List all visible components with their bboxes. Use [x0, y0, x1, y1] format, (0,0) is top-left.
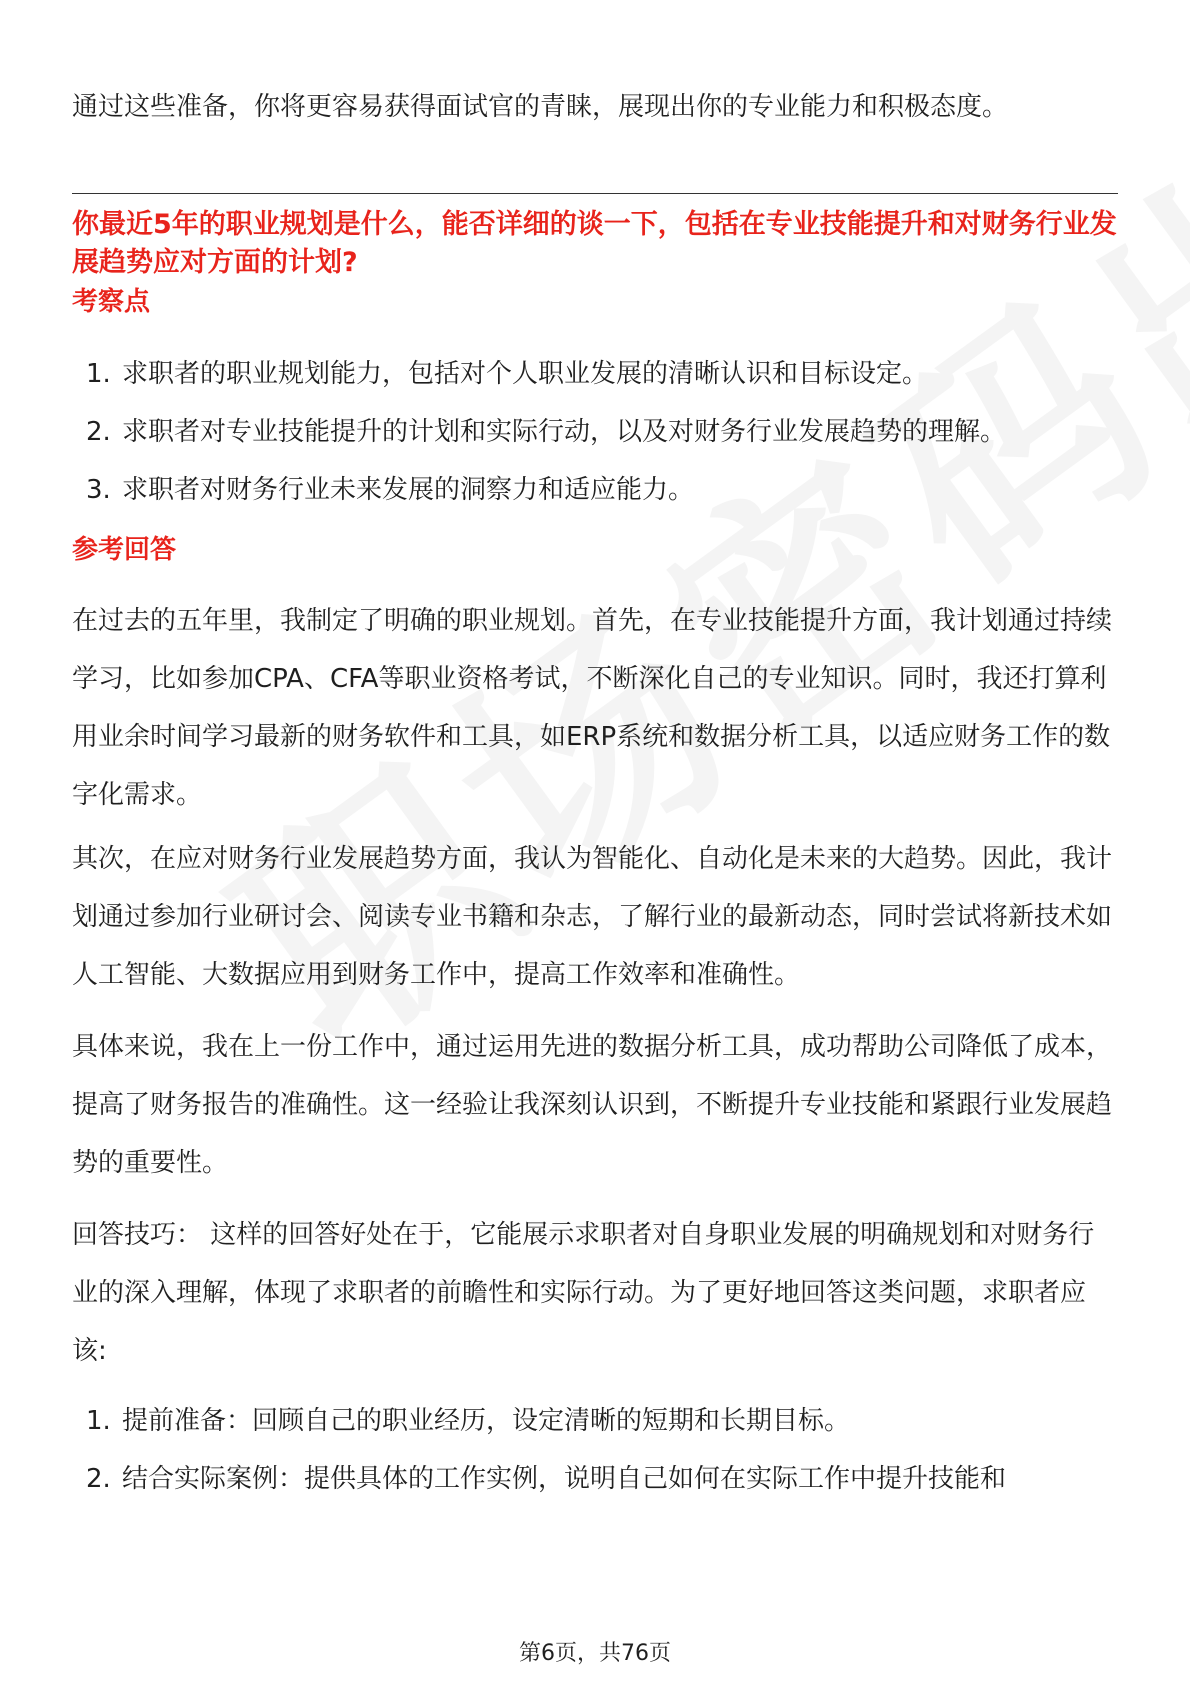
list-number: 1.	[86, 359, 111, 389]
list-number: 2.	[86, 1464, 111, 1494]
answer-paragraph-2: 其次，在应对财务行业发展趋势方面，我认为智能化、自动化是未来的大趋势。因此，我计划通过参加行业研讨会、阅读专业书籍和杂志，了解行业的最新动态，同时尝试将新技术如人工智能、大数据应用到财务工作中，提高工作效率和准确性。	[72, 844, 1113, 990]
answer-heading: 参考回答	[72, 535, 177, 565]
document-page	[72, 0, 1118, 1684]
list-item-text: 求职者对专业技能提升的计划和实际行动，以及对财务行业发展趋势的理解。	[122, 417, 1007, 447]
answer-paragraph-1: 在过去的五年里，我制定了明确的职业规划。首先，在专业技能提升方面，我计划通过持续学习，比如参加CPA、CFA等职业资格考试，不断深化自己的专业知识。同时，我还打算利用业余时间学习最新的财务软件和工具，如ERP系统和数据分析工具，以适应财务工作的数字化需求。	[72, 606, 1113, 810]
answer-tips-paragraph: 回答技巧： 这样的回答好处在于，它能展示求职者对自身职业发展的明确规划和对财务行业的深入理解，体现了求职者的前瞻性和实际行动。为了更好地回答这类问题，求职者应该:	[72, 1220, 1095, 1366]
intro-paragraph: 通过这些准备，你将更容易获得面试官的青睐，展现出你的专业能力和积极态度。	[72, 92, 1009, 122]
list-item-text: 结合实际案例：提供具体的工作实例，说明自己如何在实际工作中提升技能和	[122, 1464, 1007, 1494]
page-footer: 第6页，共76页	[519, 1641, 671, 1666]
answer-paragraph-3: 具体来说，我在上一份工作中，通过运用先进的数据分析工具，成功帮助公司降低了成本，提高了财务报告的准确性。这一经验让我深刻认识到，不断提升专业技能和紧跟行业发展趋势的重要性。	[72, 1032, 1113, 1178]
list-item	[72, 1450, 1118, 1508]
list-item	[72, 345, 1118, 403]
list-number: 3.	[86, 475, 111, 505]
observation-list	[72, 345, 1118, 519]
list-item	[72, 1392, 1118, 1450]
section-divider	[72, 193, 1118, 194]
list-item-text: 求职者对财务行业未来发展的洞察力和适应能力。	[122, 475, 695, 505]
list-number: 1.	[86, 1406, 111, 1436]
tips-list	[72, 1392, 1118, 1508]
list-item	[72, 461, 1118, 519]
list-item	[72, 403, 1118, 461]
list-number: 2.	[86, 417, 111, 447]
list-item-text: 求职者的职业规划能力，包括对个人职业发展的清晰认识和目标设定。	[122, 359, 929, 389]
interview-question: 你最近5年的职业规划是什么，能否详细的谈一下，包括在专业技能提升和对财务行业发展趋势应对方面的计划?	[72, 209, 1117, 278]
list-item-text: 提前准备：回顾自己的职业经历，设定清晰的短期和长期目标。	[122, 1406, 851, 1436]
observation-heading: 考察点	[72, 287, 151, 317]
